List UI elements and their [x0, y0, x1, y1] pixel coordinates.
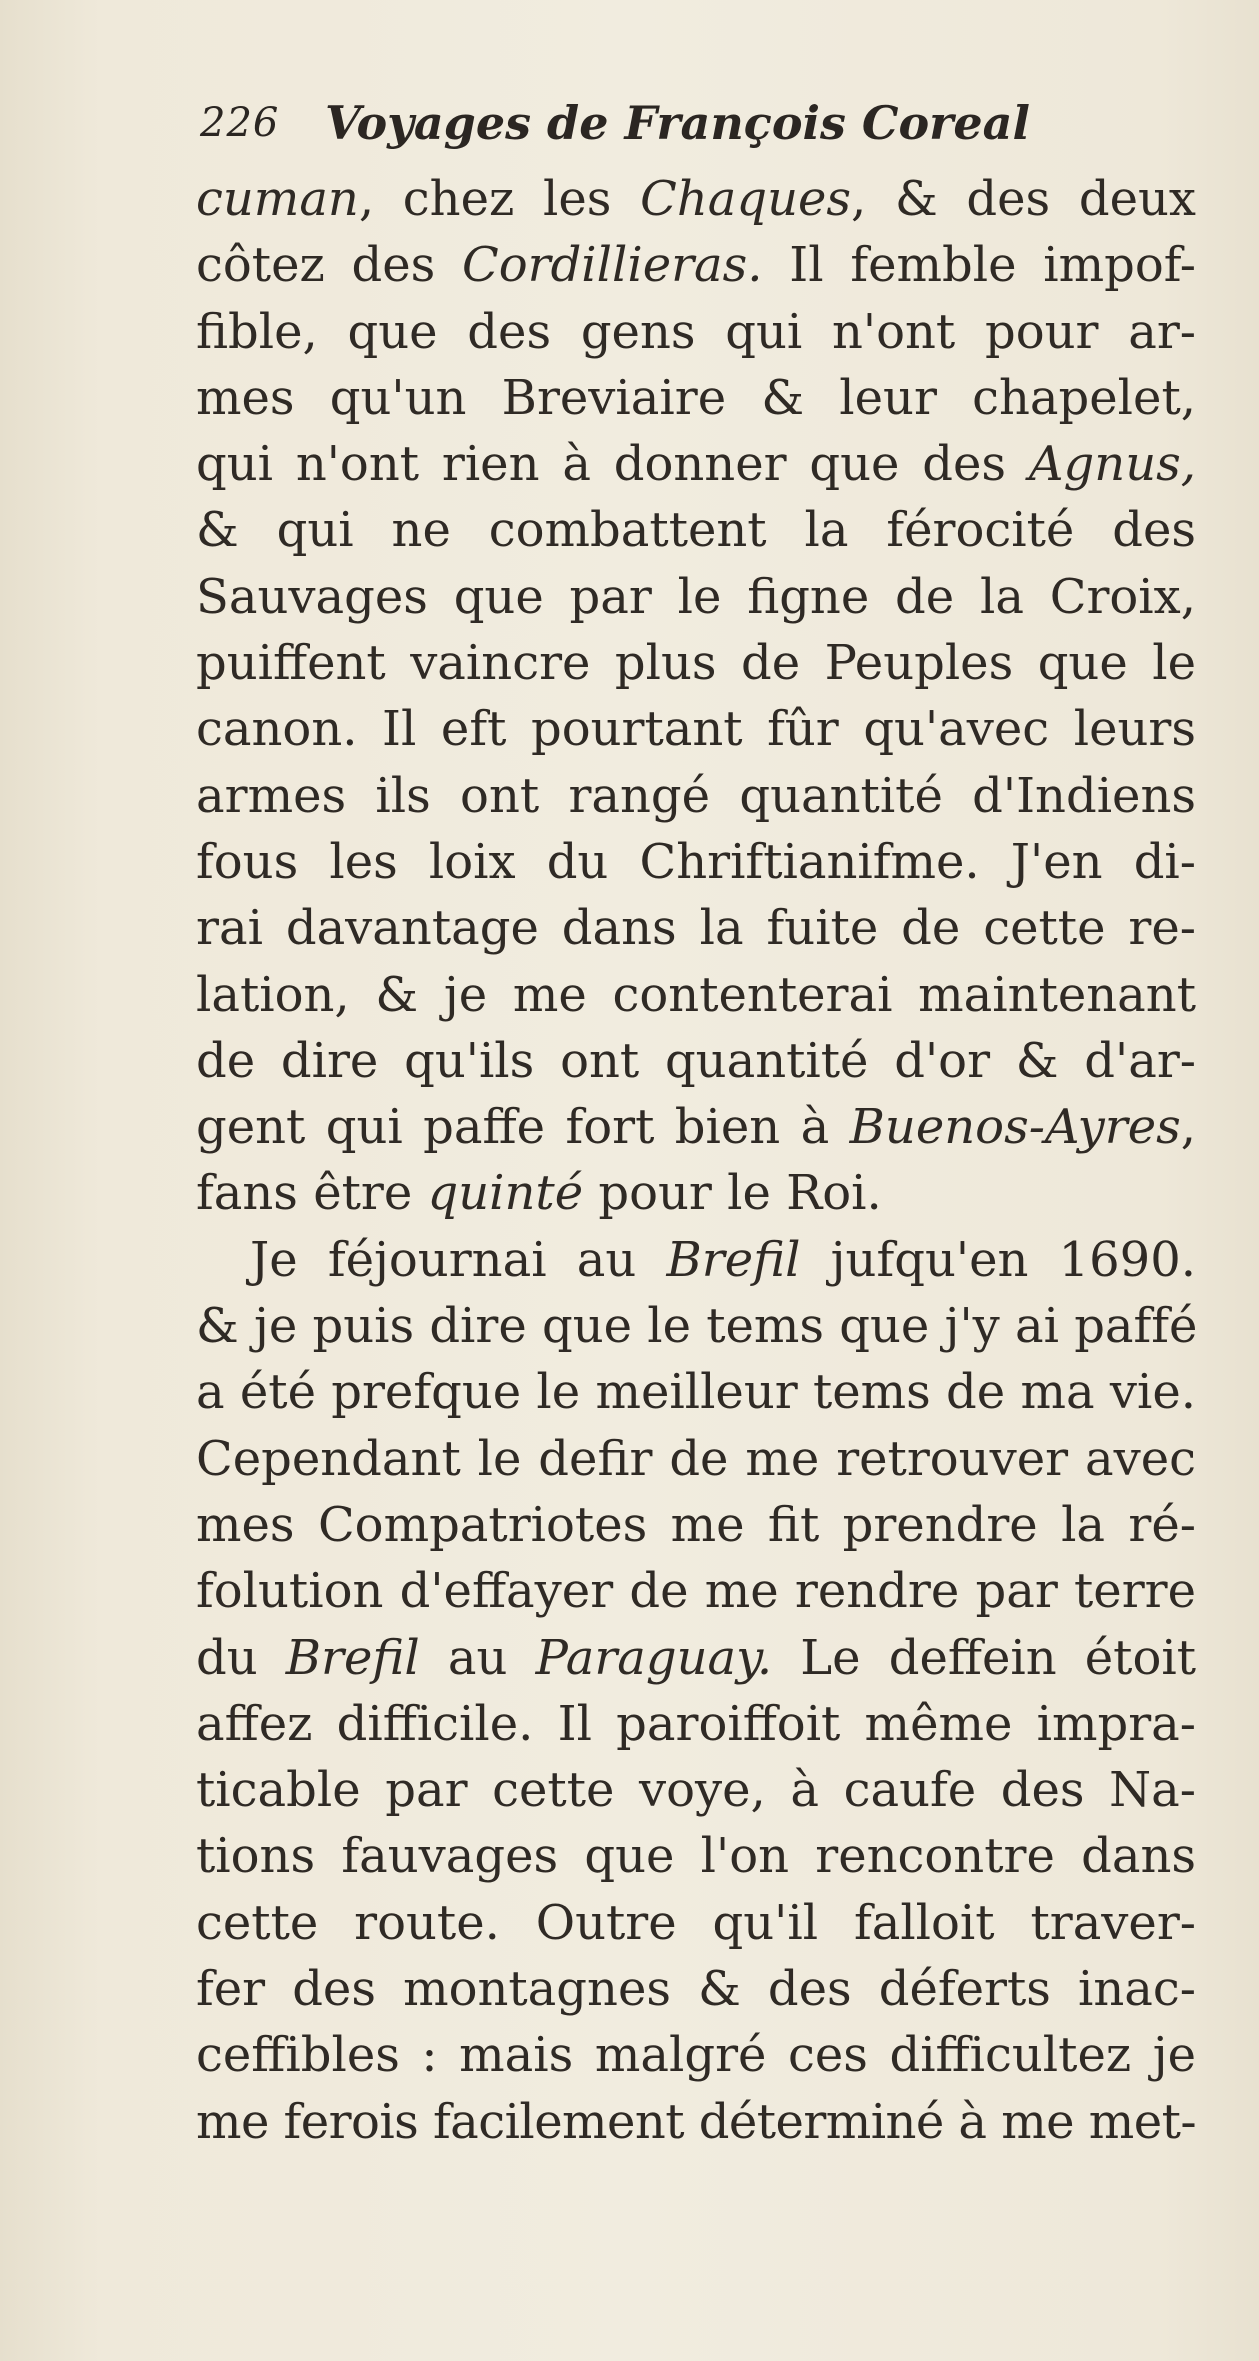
text-run: & qui ne combattent la férocité des: [196, 502, 1196, 559]
italic-text-run: Buenos-Ayres: [849, 1099, 1181, 1156]
text-run: affez difficile. Il paroiffoit même impra-: [196, 1695, 1196, 1752]
text-run: Cependant le defir de me retrouver avec: [196, 1430, 1196, 1487]
text-line: [196, 1625, 1196, 1691]
text-line: [196, 564, 1196, 630]
text-line: [196, 1227, 1196, 1293]
text-run: côtez des: [196, 237, 462, 294]
italic-text-run: Cordillieras.: [462, 237, 763, 294]
text-line: [196, 1293, 1196, 1359]
text-line: [196, 365, 1196, 431]
text-line: [196, 829, 1196, 895]
text-line: [196, 1094, 1196, 1160]
body-text: [196, 166, 1196, 2155]
text-run: fer des montagnes & des déferts inac-: [196, 1961, 1196, 2018]
text-run: cette route. Outre qu'il falloit traver-: [196, 1894, 1196, 1951]
text-line: [196, 1956, 1196, 2022]
text-line: [196, 1028, 1196, 1094]
text-run: rai davantage dans la fuite de cette re-: [196, 900, 1196, 957]
text-line: [196, 1757, 1196, 1823]
italic-text-run: Brefil: [285, 1629, 420, 1686]
text-run: canon. Il eft pourtant fûr qu'avec leurs: [196, 701, 1196, 758]
text-run: mes Compatriotes me fit prendre la ré-: [196, 1496, 1196, 1553]
text-line: [196, 962, 1196, 1028]
text-run: de dire qu'ils ont quantité d'or & d'ar-: [196, 1032, 1196, 1089]
text-line: [196, 431, 1196, 497]
text-run: Sauvages que par le figne de la Croix,: [196, 568, 1196, 625]
text-line: [196, 1823, 1196, 1889]
text-run: , chez les: [358, 171, 641, 227]
running-title: Voyages de François Coreal: [325, 96, 1030, 150]
text-line: [196, 1426, 1196, 1492]
text-run: , & des deux: [851, 171, 1196, 227]
italic-text-run: Brefil: [666, 1231, 801, 1288]
text-run: Le deffein étoit: [772, 1629, 1196, 1686]
text-run: fous les loix du Chriftianifme. J'en di-: [196, 833, 1196, 890]
text-run: a été prefque le meilleur tems de ma vie.: [196, 1364, 1196, 1421]
page-header: [200, 96, 1100, 166]
italic-text-run: Chaques: [640, 171, 852, 227]
text-line: [196, 763, 1196, 829]
text-run: & je puis dire que le tems que j'y ai paffé: [196, 1298, 1198, 1355]
text-line: [196, 2022, 1196, 2088]
text-run: Je féjournai au: [250, 1231, 667, 1288]
text-line: [196, 630, 1196, 696]
text-line: [196, 1691, 1196, 1757]
text-line: [196, 1492, 1196, 1558]
text-line: [196, 497, 1196, 563]
text-run: lation, & je me contenterai maintenant: [196, 966, 1196, 1023]
text-run: me ferois facilement déterminé à me met-: [196, 2093, 1196, 2150]
text-run: fans être: [196, 1165, 428, 1222]
text-run: ,: [1180, 1099, 1196, 1156]
text-run: qui n'ont rien à donner que des: [196, 436, 1029, 493]
italic-text-run: quinté: [427, 1165, 584, 1222]
text-run: au: [419, 1629, 536, 1686]
text-line: [196, 1890, 1196, 1956]
text-run: puiffent vaincre plus de Peuples que le: [196, 635, 1196, 692]
italic-text-run: Paraguay.: [535, 1629, 773, 1686]
text-line: [196, 166, 1196, 232]
text-run: jufqu'en 1690.: [800, 1231, 1196, 1288]
text-line: [196, 299, 1196, 365]
text-run: du: [196, 1629, 286, 1686]
text-run: folution d'effayer de me rendre par terre: [196, 1563, 1196, 1620]
text-run: ticable par cette voye, à caufe des Na-: [196, 1762, 1196, 1819]
text-line: [196, 1160, 1196, 1226]
text-line: [196, 1359, 1196, 1425]
text-line: [196, 2089, 1196, 2155]
text-run: fible, que des gens qui n'ont pour ar-: [196, 303, 1196, 360]
text-line: [196, 895, 1196, 961]
italic-text-run: Agnus,: [1028, 436, 1196, 493]
page-number: 226: [200, 100, 280, 146]
text-run: gent qui paffe fort bien à: [196, 1099, 850, 1156]
text-line: [196, 1558, 1196, 1624]
text-line: [196, 232, 1196, 298]
text-line: [196, 696, 1196, 762]
text-run: pour le Roi.: [583, 1165, 882, 1222]
text-run: ceffibles : mais malgré ces difficultez je: [196, 2027, 1196, 2084]
text-run: mes qu'un Breviaire & leur chapelet,: [196, 369, 1196, 426]
italic-text-run: cuman: [196, 171, 359, 227]
text-run: tions fauvages que l'on rencontre dans: [196, 1828, 1196, 1885]
text-run: armes ils ont rangé quantité d'Indiens: [196, 767, 1196, 824]
text-run: Il femble impof-: [762, 237, 1196, 294]
